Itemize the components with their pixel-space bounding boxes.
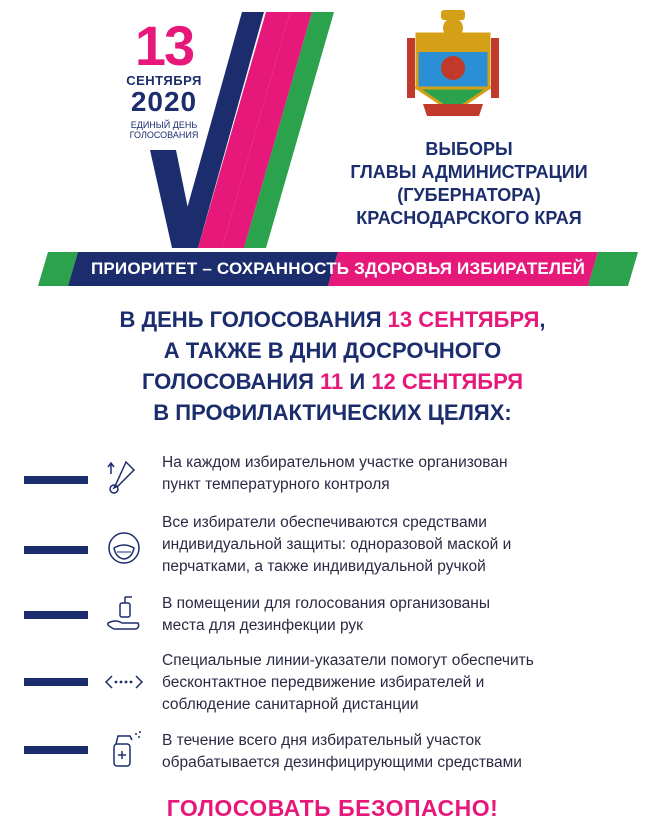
headline-date: 12 СЕНТЯБРЯ xyxy=(371,369,524,394)
election-title-line-4: КРАСНОДАРСКОГО КРАЯ xyxy=(356,208,582,228)
list-item-text xyxy=(162,593,642,637)
list-item-line: перчатками, а также индивидуальной ручкой xyxy=(162,558,486,575)
headline-date: 11 xyxy=(320,369,344,394)
list-item-line: В помещении для голосования организованы xyxy=(162,595,491,612)
list-dash xyxy=(24,546,88,554)
list-item-line: бесконтактное передвижение избирателей и xyxy=(162,674,485,691)
headline-date: 13 СЕНТЯБРЯ xyxy=(387,307,540,332)
headline-line-3 xyxy=(40,366,625,397)
headline-text: ГОЛОСОВАНИЯ xyxy=(141,369,320,394)
list-dash xyxy=(24,746,88,754)
distance-arrows-icon xyxy=(104,662,144,702)
logo-year: 2020 xyxy=(130,86,198,117)
list-dash xyxy=(24,611,88,619)
list-item-line: Специальные линии-указатели помогут обеспечить xyxy=(162,652,534,669)
list-dash xyxy=(24,678,88,686)
election-title-line-3: (ГУБЕРНАТОРА) xyxy=(397,185,541,205)
headline-text: И xyxy=(343,369,372,394)
list-item-line: Все избиратели обеспечиваются средствами xyxy=(162,514,487,531)
election-day-logo xyxy=(124,14,204,140)
coat-of-arms-icon xyxy=(403,8,503,120)
hand-sanitizer-icon xyxy=(104,593,144,633)
list-item-line: На каждом избирательном участке организован xyxy=(162,454,508,471)
headline-line-2: А ТАКЖЕ В ДНИ ДОСРОЧНОГО xyxy=(163,338,502,363)
logo-day: 13 xyxy=(134,14,194,77)
priority-banner-text: ПРИОРИТЕТ – СОХРАННОСТЬ ЗДОРОВЬЯ ИЗБИРАТЕЛЕЙ xyxy=(90,259,586,278)
list-item-text xyxy=(162,512,642,578)
spray-bottle-icon xyxy=(104,728,144,768)
list-item-line: соблюдение санитарной дистанции xyxy=(162,696,419,713)
election-title-line-1: ВЫБОРЫ xyxy=(425,139,513,159)
headline-line-1 xyxy=(40,304,625,335)
face-mask-icon xyxy=(104,528,144,568)
list-item-line: места для дезинфекции рук xyxy=(162,617,363,634)
list-item-line: обрабатывается дезинфицирующими средствами xyxy=(162,754,522,771)
list-item-text xyxy=(162,650,642,716)
footer-slogan: ГОЛОСОВАТЬ БЕЗОПАСНО! xyxy=(166,795,499,821)
election-title-line-2: ГЛАВЫ АДМИНИСТРАЦИИ xyxy=(350,162,588,182)
logo-month: СЕНТЯБРЯ xyxy=(126,73,202,88)
list-item-text xyxy=(162,730,642,774)
headline-text: В ДЕНЬ ГОЛОСОВАНИЯ xyxy=(119,307,388,332)
headline-text: , xyxy=(539,307,546,332)
thermometer-icon xyxy=(104,458,144,498)
election-title xyxy=(320,138,618,230)
list-dash xyxy=(24,476,88,484)
logo-subtitle-2: ГОЛОСОВАНИЯ xyxy=(129,130,199,140)
list-item-line: пункт температурного контроля xyxy=(162,476,390,493)
headline xyxy=(40,304,625,428)
logo-subtitle-1: ЕДИНЫЙ ДЕНЬ xyxy=(130,120,198,130)
list-item-line: индивидуальной защиты: одноразовой маской и xyxy=(162,536,512,553)
list-item-text xyxy=(162,452,642,496)
list-item-line: В течение всего дня избирательный участок xyxy=(162,732,481,749)
headline-line-4: В ПРОФИЛАКТИЧЕСКИХ ЦЕЛЯХ: xyxy=(153,400,512,425)
